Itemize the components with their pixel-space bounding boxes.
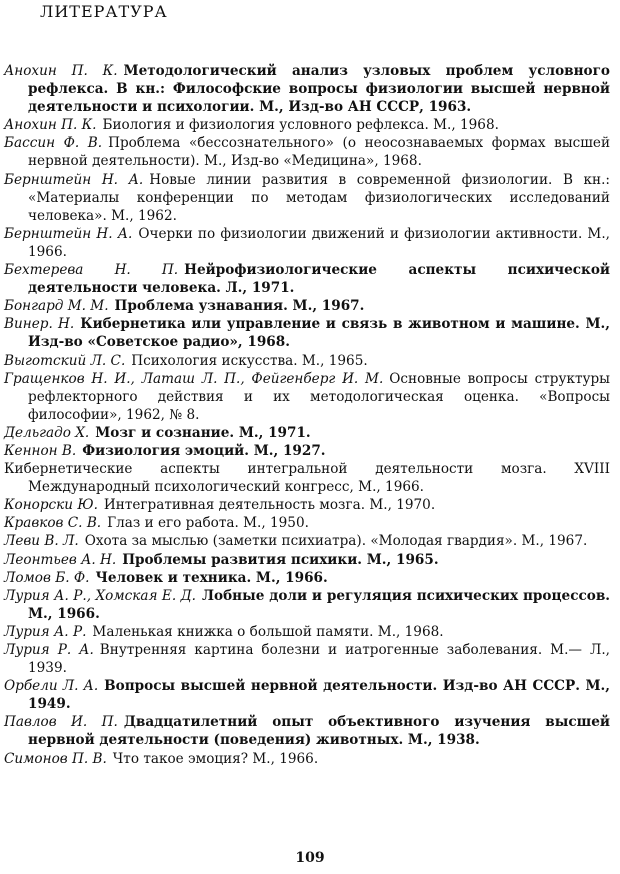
reference-entry	[4, 713, 610, 749]
reference-entry	[4, 442, 610, 460]
reference-author: Леонтьев А. Н.	[4, 551, 117, 568]
reference-entry	[4, 116, 610, 134]
reference-text: Биология и физиология условного рефлекса. М., 1968.	[102, 117, 499, 134]
reference-entry	[4, 261, 610, 297]
page-heading: ЛИТЕРАТУРА	[40, 2, 168, 21]
reference-author: Орбели Л. А.	[4, 678, 99, 695]
reference-text: Вопросы высшей нервной деятельности. Изд-во АН СССР. М., 1949.	[28, 678, 610, 713]
reference-entry	[4, 297, 610, 315]
reference-entry	[4, 532, 610, 550]
reference-entry	[4, 225, 610, 261]
reference-text: Новые линии развития в современной физиологии. В кн.: «Материалы конференции по методам физиологических исследований человека». М., 1962.	[28, 171, 610, 224]
reference-author: Анохин П. К.	[4, 63, 118, 79]
reference-text: Проблема узнавания. М., 1967.	[114, 298, 365, 315]
reference-author: Лурия Р. А.	[4, 642, 94, 658]
reference-text: Нейрофизиологические аспекты психической деятельности человека. Л., 1971.	[28, 262, 610, 297]
reference-author: Лурия А. Р., Хомская Е. Д.	[4, 587, 196, 604]
reference-text: Кибернетика или управление и связь в животном и машине. М., Изд-во «Советское радио», 1968.	[28, 316, 610, 351]
reference-author: Бехтерева Н. П.	[4, 262, 179, 279]
reference-text: Очерки по физиологии движений и физиологии активности. М., 1966.	[28, 225, 610, 260]
reference-entry	[4, 587, 610, 623]
reference-entry	[4, 352, 610, 370]
reference-entry	[4, 623, 610, 641]
reference-entry	[4, 677, 610, 713]
reference-text: Человек и техника. М., 1966.	[95, 569, 328, 586]
reference-text: Маленькая книжка о большой памяти. М., 1968.	[92, 623, 444, 640]
reference-text: Проблемы развития психики. М., 1965.	[122, 551, 439, 568]
reference-author: Леви В. Л.	[4, 533, 79, 550]
reference-entry	[4, 750, 610, 768]
reference-author: Бернштейн Н. А.	[4, 225, 133, 242]
reference-entry	[4, 370, 610, 424]
reference-entry	[4, 551, 610, 569]
reference-author: Бонгард М. М.	[4, 298, 109, 315]
reference-text: Внутренняя картина болезни и иатрогенные заболевания. М.— Л., 1939.	[28, 642, 610, 677]
reference-entry	[4, 424, 610, 442]
reference-text: Интегративная деятельность мозга. М., 1970.	[103, 497, 436, 514]
reference-text: Проблема «бессознательного» (о неосознаваемых формах высшей нервной деятельности). М., Изд-во «Медицина», 1968.	[28, 135, 610, 170]
reference-author: Бассин Ф. В.	[4, 135, 103, 152]
reference-author: Винер. Н.	[4, 316, 75, 333]
reference-author: Кеннон В.	[4, 442, 77, 459]
reference-text: Кибернетические аспекты интегральной деятельности мозга. XVIII Международный психологический конгресс, М., 1966.	[4, 461, 610, 496]
reference-entry	[4, 460, 610, 496]
reference-author: Ломов Б. Ф.	[4, 569, 90, 586]
reference-author: Павлов И. П.	[4, 714, 118, 731]
reference-author: Конорски Ю.	[4, 497, 98, 514]
reference-entry	[4, 496, 610, 514]
reference-entry	[4, 62, 610, 116]
reference-author: Симонов П. В.	[4, 750, 107, 767]
page-number: 109	[295, 850, 325, 866]
reference-text: Основные вопросы структуры рефлекторного действия и их методологическая оценка. «Вопросы философии», 1962, № 8.	[28, 370, 610, 423]
reference-author: Гращенков Н. И., Латаш Л. П., Фейгенберг И. М.	[4, 370, 384, 387]
reference-author: Бернштейн Н. А.	[4, 171, 144, 188]
reference-entry	[4, 569, 610, 587]
reference-list	[4, 62, 610, 768]
reference-entry	[4, 134, 610, 170]
reference-text: Мозг и сознание. М., 1971.	[95, 424, 311, 441]
reference-author: Лурия А. Р.	[4, 623, 87, 640]
reference-entry	[4, 641, 610, 677]
reference-author: Кравков С. В.	[4, 515, 102, 532]
reference-text: Методологический анализ узловых проблем условного рефлекса. В кн.: Философские вопросы физиологии высшей нервной деятельности и психологии. М., Изд-во АН СССР, 1963.	[28, 63, 610, 116]
reference-text: Лобные доли и регуляция психических процессов. М., 1966.	[28, 587, 610, 622]
reference-text: Охота за мыслью (заметки психиатра). «Молодая гвардия». М., 1967.	[84, 533, 588, 550]
reference-entry	[4, 514, 610, 532]
reference-entry	[4, 315, 610, 351]
reference-text: Физиология эмоций. М., 1927.	[82, 442, 326, 459]
reference-author: Анохин П. К.	[4, 117, 97, 134]
reference-author: Выготский Л. С.	[4, 352, 126, 369]
reference-text: Глаз и его работа. М., 1950.	[107, 515, 309, 532]
reference-author: Дельгадо Х.	[4, 424, 90, 441]
reference-text: Психология искусства. М., 1965.	[131, 352, 368, 369]
reference-text: Двадцатилетний опыт объективного изучения высшей нервной деятельности (поведения) животных. М., 1938.	[28, 714, 610, 749]
reference-text: Что такое эмоция? М., 1966.	[112, 750, 319, 767]
reference-entry	[4, 171, 610, 225]
